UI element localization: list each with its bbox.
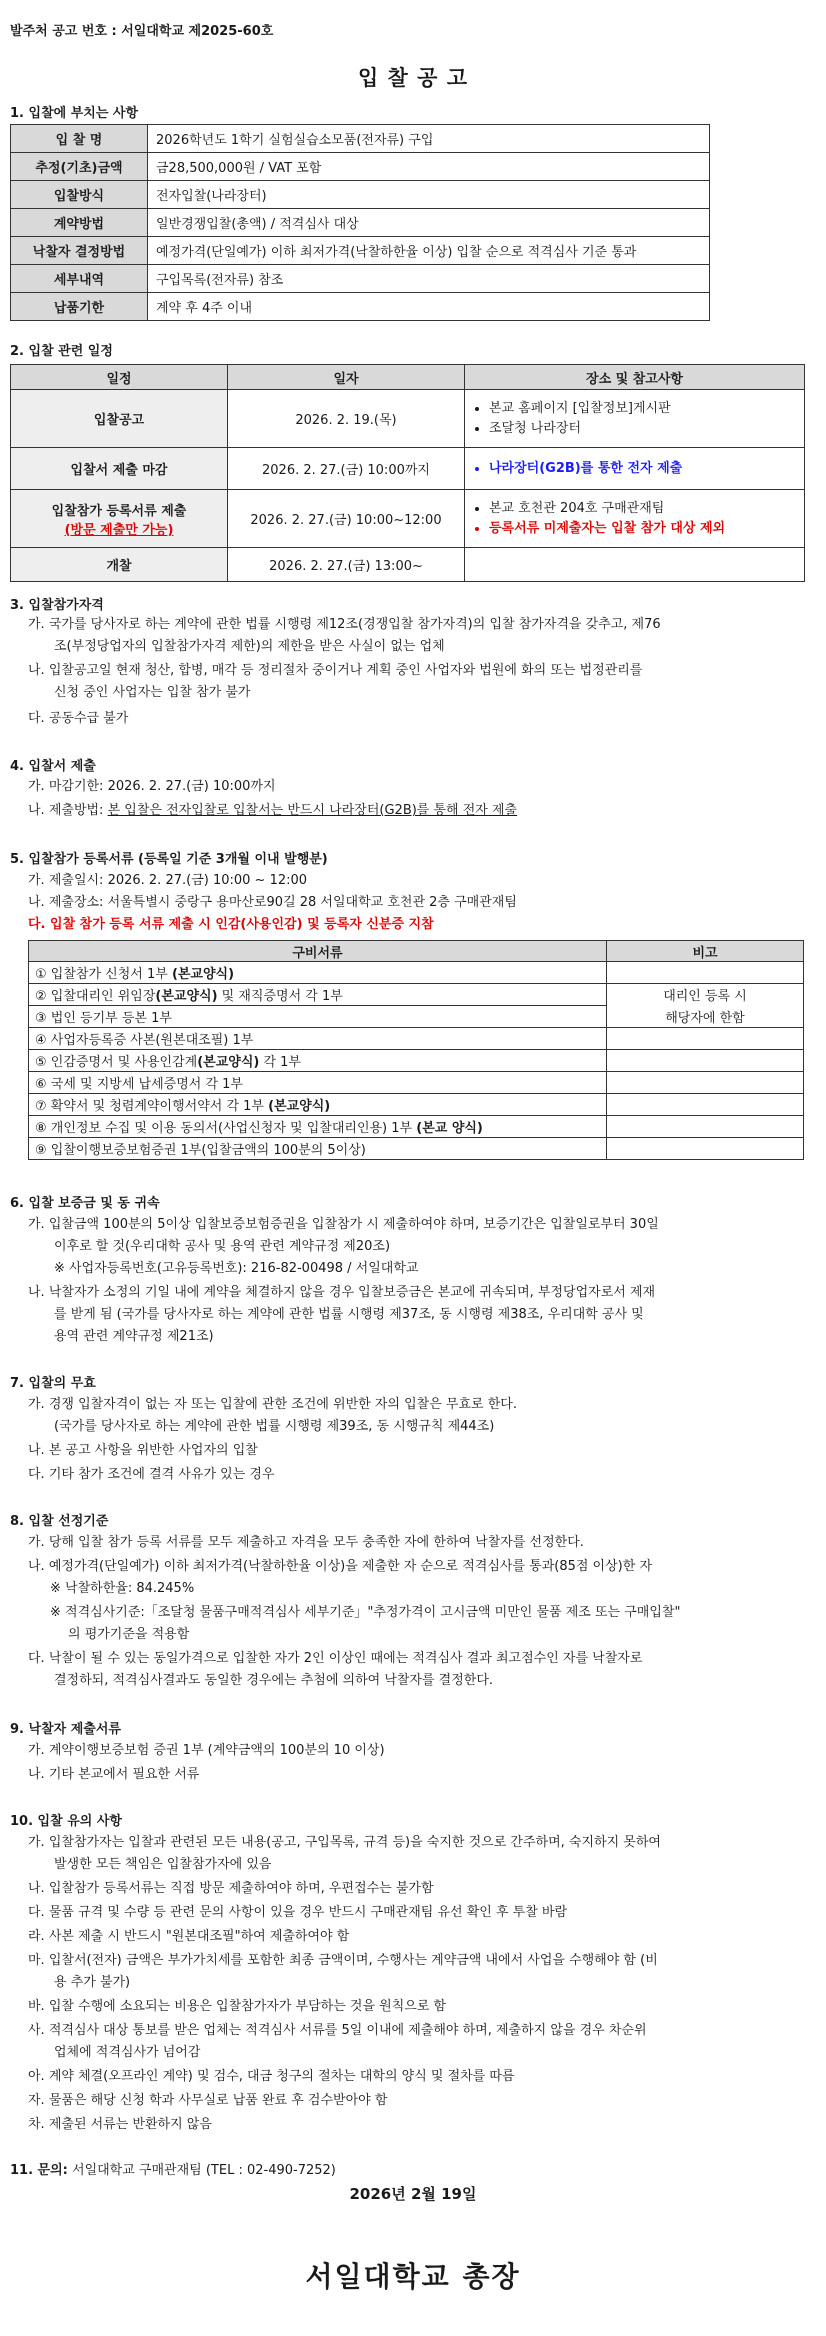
paragraph-line: 다. 낙찰이 될 수 있는 동일가격으로 입찰한 자가 2인 이상인 때에는 적격심사 결과 최고점수인 자를 낙찰자로 [28,1651,643,1666]
table-row [11,293,710,321]
paragraph-line: 가. 마감기한: 2026. 2. 27.(금) 10:00까지 [28,779,276,794]
section-3-heading: 3. 입찰참가자격 [10,598,104,613]
table-row [29,1116,804,1138]
paragraph-line [28,800,517,822]
paragraph-line: 나. 제출장소: 서울특별시 중랑구 용마산로90길 28 서일대학교 호천관 2층 구매관재팀 [28,895,517,910]
table-header-row [29,941,804,962]
table-row [29,1050,804,1072]
item-form: (본교양식) [155,989,218,1004]
item-number: ① [35,967,47,982]
table-row [11,237,710,265]
schedule-date: 2026. 2. 27.(금) 13:00~ [228,548,465,582]
list-item: • 본교 홈페이지 [입찰정보]게시판 [489,399,796,419]
item-text: 입찰이행보증보험증권 1부(입찰금액의 100분의 5이상) [50,1143,366,1158]
list-item: • 조달청 나라장터 [489,419,796,439]
notice-number: 발주처 공고 번호 : 서일대학교 제2025-60호 [10,24,274,39]
text-prefix: 나. 제출방법: [28,803,108,818]
remark-cell: 해당자에 한함 [607,1006,804,1028]
paragraph-line: 가. 제출일시: 2026. 2. 27.(금) 10:00 ~ 12:00 [28,873,308,888]
section-10-heading: 10. 입찰 유의 사항 [10,1814,122,1829]
paragraph-line: ※ 낙찰하한율: 84.245% [50,1581,195,1596]
row-value: 전자입찰(나라장터) [148,181,710,209]
remark-cell [607,1050,804,1072]
paragraph-line: 나. 낙찰자가 소정의 기일 내에 계약을 체결하지 않을 경우 입찰보증금은 본교에 귀속되며, 부정당업자로서 제재 [28,1285,656,1300]
notice-date: 2026년 2월 19일 [349,2185,477,2203]
paragraph-line: ※ 사업자등록번호(고유등록번호): 216-82-00498 / 서일대학교 [54,1261,419,1276]
item-text: 확약서 및 청렴계약이행서약서 각 1부 [50,1099,269,1114]
page-title: 입 찰 공 고 [357,66,469,90]
schedule-notes [465,390,805,448]
document-item [29,962,607,984]
schedule-label: 입찰공고 [11,390,228,448]
col-header: 일정 [11,365,228,390]
paragraph-line: 가. 국가를 당사자로 하는 계약에 관한 법률 시행령 제12조(경쟁입찰 참가자격)의 입찰 참가자격을 갖추고, 제76 [28,617,661,632]
list-item: • 나라장터(G2B)를 통한 전자 제출 [489,459,796,479]
row-value: 일반경쟁입찰(총액) / 적격심사 대상 [148,209,710,237]
paragraph-line: 다. 입찰 참가 등록 서류 제출 시 인감(사용인감) 및 등록자 신분증 지참 [28,917,434,932]
row-label: 낙찰자 결정방법 [11,237,148,265]
paragraph-line: 가. 당해 입찰 참가 등록 서류를 모두 제출하고 자격을 모두 충족한 자에 한하여 낙찰자를 선정한다. [28,1535,584,1550]
paragraph-line: 아. 계약 체결(오프라인 계약) 및 검수, 대금 청구의 절차는 대학의 양식 및 절차를 따름 [28,2069,515,2084]
section-2-heading: 2. 입찰 관련 일정 [10,344,113,359]
paragraph-line: 가. 계약이행보증보험 증권 1부 (계약금액의 100분의 10 이상) [28,1743,385,1758]
paragraph-line: 나. 입찰공고일 현재 청산, 합병, 매각 등 정리절차 중이거나 계획 중인 사업자와 법원에 화의 또는 법정관리를 [28,663,643,678]
document-item [29,1072,607,1094]
paragraph-line: 업체에 적격심사가 넘어감 [54,2045,201,2060]
section-8-heading: 8. 입찰 선정기준 [10,1514,109,1529]
table-row [29,1028,804,1050]
remark-cell: 대리인 등록 시 [607,984,804,1006]
section-4-heading: 4. 입찰서 제출 [10,759,96,774]
table-row [11,490,805,548]
row-value: 구입목록(전자류) 참조 [148,265,710,293]
table-row [11,548,805,582]
paragraph-line: (국가를 당사자로 하는 계약에 관한 법률 시행령 제39조, 동 시행규칙 제44조) [54,1419,495,1434]
underlined-text: 본 입찰은 전자입찰로 입찰서는 반드시 나라장터(G2B)를 통해 전자 제출 [107,803,518,818]
section-6-heading: 6. 입찰 보증금 및 동 귀속 [10,1196,160,1211]
table-row [11,181,710,209]
section-1-heading: 1. 입찰에 부치는 사항 [10,106,139,121]
paragraph-line: 신청 중인 사업자는 입찰 참가 불가 [54,685,251,700]
document-item [29,1028,607,1050]
schedule-date: 2026. 2. 27.(금) 10:00~12:00 [228,490,465,548]
paragraph-line: 다. 공동수급 불가 [28,711,129,726]
col-header: 구비서류 [29,941,607,962]
remark-cell [607,1138,804,1160]
table-row [11,209,710,237]
paragraph-line: 나. 예정가격(단일예가) 이하 최저가격(낙찰하한율 이상)을 제출한 자 순으로 적격심사를 통과(85점 이상)한 자 [28,1559,652,1574]
item-text: 입찰참가 신청서 1부 [50,967,172,982]
section-11-heading: 11. 문의: [10,2163,68,2178]
item-number: ⑥ [35,1077,47,1092]
paragraph-line: 나. 본 공고 사항을 위반한 사업자의 입찰 [28,1443,258,1458]
item-text: 인감증명서 및 사용인감계 [50,1055,198,1070]
paragraph-line: 용역 관련 계약규정 제21조) [54,1329,214,1344]
schedule-sublabel: (방문 제출만 가능) [64,522,174,538]
item-text: 각 1부 [259,1055,301,1070]
paragraph-line: 가. 입찰금액 100분의 5이상 입찰보증보험증권을 입찰참가 시 제출하여야 하며, 보증기간은 입찰일로부터 30일 [28,1217,659,1232]
paragraph-line: 다. 기타 참가 조건에 결격 사유가 있는 경우 [28,1467,275,1482]
paragraph-line: 나. 기타 본교에서 필요한 서류 [28,1767,200,1782]
item-number: ④ [35,1033,47,1048]
item-text: 국세 및 지방세 납세증명서 각 1부 [50,1077,243,1092]
document-item [29,1050,607,1072]
section-5-heading: 5. 입찰참가 등록서류 (등록일 기준 3개월 이내 발행분) [10,852,328,867]
item-form: (본교양식) [171,967,235,982]
table-row [29,1072,804,1094]
section-9-heading: 9. 낙찰자 제출서류 [10,1722,121,1737]
paragraph-line: 가. 경쟁 입찰자격이 없는 자 또는 입찰에 관한 조건에 위반한 자의 입찰은 무효로 한다. [28,1397,517,1412]
col-header: 일자 [228,365,465,390]
item-number: ⑦ [35,1099,47,1114]
documents-table [28,940,804,1160]
bid-summary-table [10,124,710,321]
item-text: 법인 등기부 등본 1부 [50,1011,172,1026]
schedule-table [10,364,805,582]
item-number: ⑤ [35,1055,47,1070]
table-row [11,265,710,293]
paragraph-line: 차. 제출된 서류는 반환하지 않음 [28,2117,212,2132]
paragraph-line: 바. 입찰 수행에 소요되는 비용은 입찰참가자가 부담하는 것을 원칙으로 함 [28,1999,447,2014]
item-form: (본교양식) [268,1099,331,1114]
schedule-label: 개찰 [11,548,228,582]
paragraph-line: 조(부정당업자의 입찰참가자격 제한)의 제한을 받은 사실이 없는 업체 [54,639,445,654]
list-item: • 본교 호천관 204호 구매관재팀 [489,499,796,519]
paragraph-line: 다. 물품 규격 및 수량 등 관련 문의 사항이 있을 경우 반드시 구매관재팀 유선 확인 후 투찰 바람 [28,1905,568,1920]
table-row [11,390,805,448]
table-row [11,153,710,181]
table-row [29,984,804,1006]
document-item [29,1094,607,1116]
paragraph-line: 결정하되, 적격심사결과도 동일한 경우에는 추첨에 의하여 낙찰자를 결정한다. [54,1673,494,1688]
paragraph-line: 이후로 할 것(우리대학 공사 및 용역 관련 계약규정 제20조) [54,1239,391,1254]
row-label: 입 찰 명 [11,125,148,153]
document-item [29,1116,607,1138]
paragraph-line: 를 받게 됨 (국가를 당사자로 하는 계약에 관한 법률 시행령 제37조, 동 시행령 제38조, 우리대학 공사 및 [54,1307,644,1322]
document-item [29,1138,607,1160]
table-row [11,125,710,153]
paragraph-line: 라. 사본 제출 시 반드시 "원본대조필"하여 제출하여야 함 [28,1929,350,1944]
schedule-notes [465,448,805,490]
row-value: 2026학년도 1학기 실험실습소모품(전자류) 구입 [148,125,710,153]
schedule-date: 2026. 2. 19.(목) [228,390,465,448]
paragraph-line: 발생한 모든 책임은 입찰참가자에 있음 [54,1857,272,1872]
list-item: • 등록서류 미제출자는 입찰 참가 대상 제외 [489,519,796,539]
table-row [29,962,804,984]
paragraph-line: ※ 적격심사기준:「조달청 물품구매적격심사 세부기준」"추정가격이 고시금액 미만인 물품 제조 또는 구매입찰" [50,1605,681,1620]
document-item [29,984,607,1006]
row-label: 계약방법 [11,209,148,237]
col-header: 비고 [607,941,804,962]
contact-line [10,2160,336,2182]
col-header: 장소 및 참고사항 [465,365,805,390]
item-text: 사업자등록증 사본(원본대조필) 1부 [50,1033,254,1048]
paragraph-line: 의 평가기준을 적용함 [68,1627,190,1642]
issuer-signature: 서일대학교 총장 [305,2260,521,2293]
row-label: 입찰방식 [11,181,148,209]
item-number: ③ [35,1011,47,1026]
item-form: (본교 양식) [416,1121,483,1136]
row-label: 추정(기초)금액 [11,153,148,181]
schedule-notes [465,490,805,548]
contact-text: 서일대학교 구매관재팀 (TEL : 02-490-7252) [67,2163,336,2178]
table-row [11,448,805,490]
item-number: ⑨ [35,1143,47,1158]
remark-cell [607,1094,804,1116]
row-value: 예정가격(단일예가) 이하 최저가격(낙찰하한율 이상) 입찰 순으로 적격심사 기준 통과 [148,237,710,265]
remark-cell [607,962,804,984]
paragraph-line: 용 추가 불가) [54,1975,131,1990]
schedule-date: 2026. 2. 27.(금) 10:00까지 [228,448,465,490]
schedule-label [11,490,228,548]
paragraph-line: 나. 입찰참가 등록서류는 직접 방문 제출하여야 하며, 우편접수는 불가함 [28,1881,434,1896]
table-row [29,1006,804,1028]
item-number: ⑧ [35,1121,47,1136]
document-item [29,1006,607,1028]
item-text: 및 재직증명서 각 1부 [217,989,343,1004]
item-form: (본교양식) [197,1055,260,1070]
schedule-label: 입찰서 제출 마감 [11,448,228,490]
schedule-notes [465,548,805,582]
paragraph-line: 사. 적격심사 대상 통보를 받은 업체는 적격심사 서류를 5일 이내에 제출해야 하며, 제출하지 않을 경우 차순위 [28,2023,647,2038]
item-text: 입찰대리인 위임장 [50,989,156,1004]
row-value: 계약 후 4주 이내 [148,293,710,321]
item-text: 개인정보 수집 및 이용 동의서(사업신청자 및 입찰대리인용) 1부 [50,1121,417,1136]
paragraph-line: 마. 입찰서(전자) 금액은 부가가치세를 포함한 최종 금액이며, 수행사는 계약금액 내에서 사업을 수행해야 함 (비 [28,1953,658,1968]
item-number: ② [35,989,47,1004]
row-label: 세부내역 [11,265,148,293]
section-7-heading: 7. 입찰의 무효 [10,1376,96,1391]
paragraph-line: 자. 물품은 해당 신청 학과 사무실로 납품 완료 후 검수받아야 함 [28,2093,388,2108]
remark-cell [607,1072,804,1094]
table-row [29,1094,804,1116]
paragraph-line: 가. 입찰참가자는 입찰과 관련된 모든 내용(공고, 구입목록, 규격 등)을 숙지한 것으로 간주하며, 숙지하지 못하여 [28,1835,661,1850]
schedule-label-text: 입찰참가 등록서류 제출 [51,503,187,519]
row-label: 납품기한 [11,293,148,321]
remark-cell [607,1116,804,1138]
table-header-row [11,365,805,390]
table-row [29,1138,804,1160]
remark-cell [607,1028,804,1050]
row-value: 금28,500,000원 / VAT 포함 [148,153,710,181]
